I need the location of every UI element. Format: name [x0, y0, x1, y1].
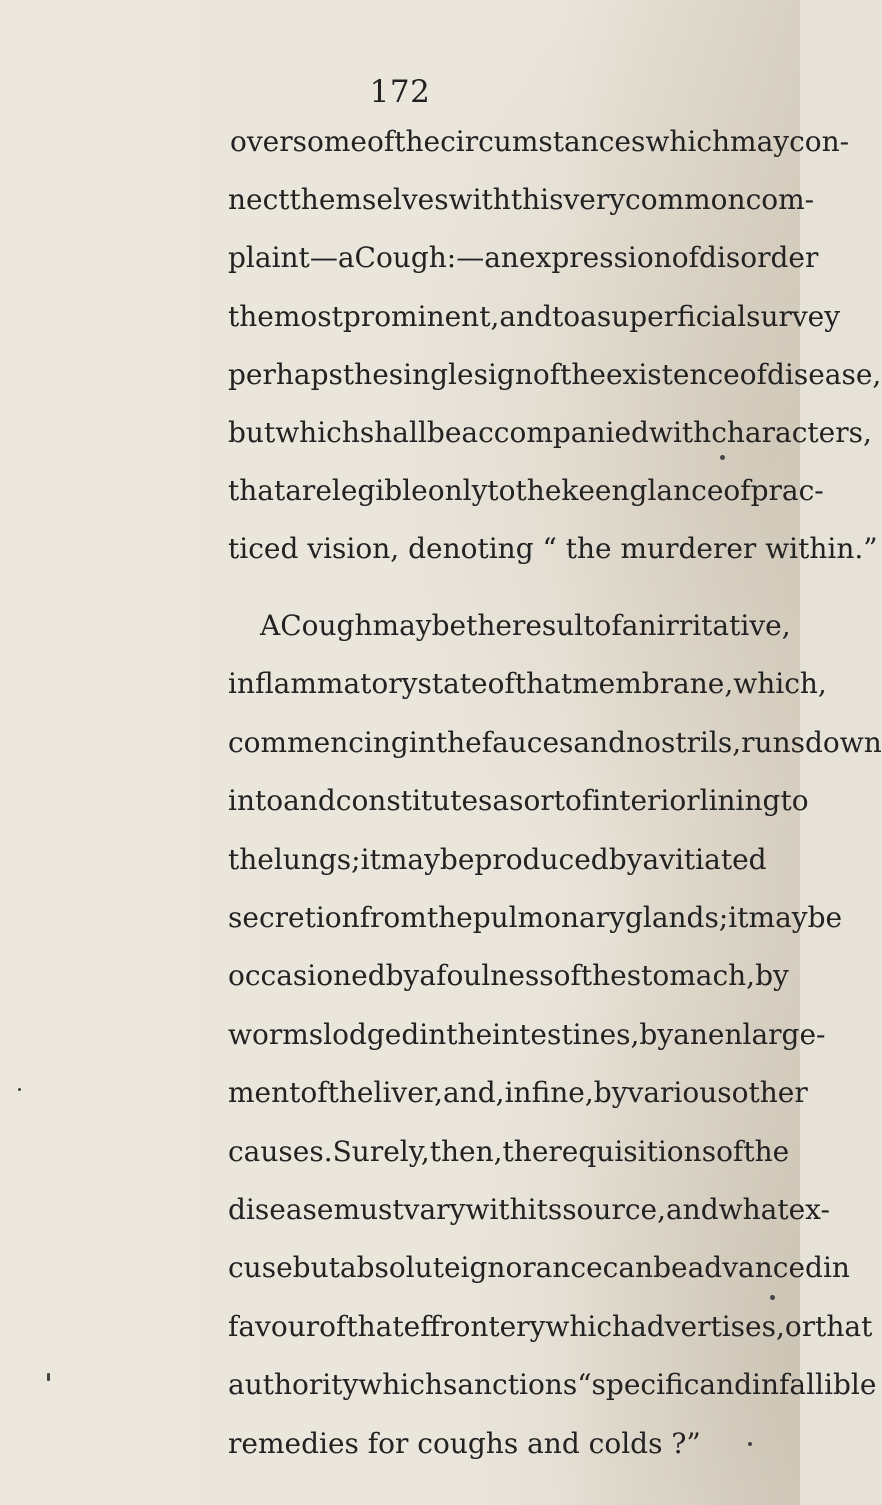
text-line: disease must vary with its source, and what ex- — [228, 1193, 830, 1226]
text-line: occasioned by a foulness of the stomach, by — [228, 959, 789, 992]
page-number: 172 — [369, 74, 431, 110]
text-line: authority which sanctions “ specific and infallible — [228, 1368, 877, 1401]
text-line: the lungs; it may be produced by a vitiated — [228, 843, 767, 876]
text-line: over some of the circumstances which may con- — [230, 125, 850, 158]
text-line: commencing in the fauces and nostrils, runs down — [228, 726, 882, 759]
paper-speck — [47, 1373, 50, 1381]
text-line: into and constitutes a sort of interior lining to — [228, 784, 809, 817]
text-line: remedies for coughs and colds ?” — [228, 1427, 701, 1460]
text-line: worms lodged in the intestines, by an enlarge- — [228, 1018, 826, 1051]
paper-speck — [748, 1442, 752, 1446]
text-line: nect themselves with this very common com- — [228, 183, 815, 216]
text-line: but which shall be accompanied with characters, — [228, 416, 872, 449]
text-line: causes. Surely, then, the requisitions of the — [228, 1135, 790, 1168]
paper-speck — [770, 1295, 775, 1300]
text-line: cuse but absolute ignorance can be advanced in — [228, 1251, 850, 1284]
text-line: inflammatory state of that membrane, which, — [228, 667, 827, 700]
text-line: perhaps the single sign of the existence of disease, — [228, 358, 882, 391]
text-line: plaint—a Cough:—an expression of disorder — [228, 241, 819, 274]
text-line: the most prominent, and to a superficial survey — [228, 300, 841, 333]
paper-speck — [18, 1088, 21, 1091]
text-line: that are legible only to the keen glance of prac- — [228, 474, 824, 507]
text-line: secretion from the pulmonary glands; it may be — [228, 901, 843, 934]
text-line: ticed vision, denoting “ the murderer within.” — [228, 532, 878, 565]
text-line: ment of the liver, and, in fine, by various other — [228, 1076, 808, 1109]
paper-speck — [720, 455, 725, 460]
text-line: A Cough may be the result of an irritative, — [260, 609, 791, 642]
text-line: favour of that effrontery which advertises, or that — [228, 1310, 873, 1343]
